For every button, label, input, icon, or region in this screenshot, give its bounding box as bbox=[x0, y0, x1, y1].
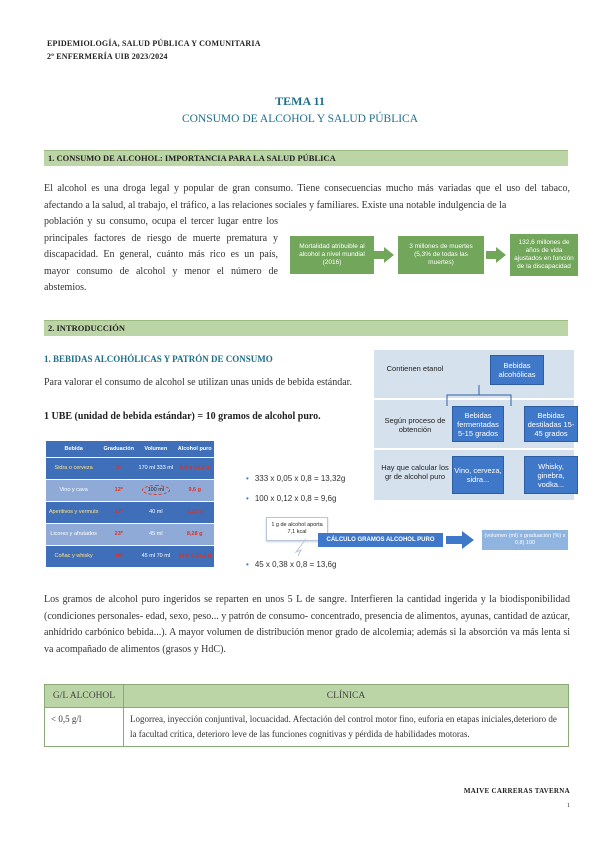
diagram-label-contain: Contienen etanol bbox=[386, 364, 444, 373]
diagram-label-calc: Hay que calcular los gr de alcohol puro bbox=[381, 463, 449, 481]
clinic-table-header bbox=[45, 685, 569, 708]
clinic-cell-level: < 0,5 g/l bbox=[45, 708, 124, 747]
section-heading-2-text: 2. INTRODUCCIÓN bbox=[48, 323, 125, 333]
ube-cell-grad: 12º bbox=[101, 480, 136, 502]
ube-cell-grad: 38º bbox=[101, 546, 136, 568]
table-row bbox=[46, 546, 214, 568]
ube-cell-bebida: Sidra o cerveza bbox=[46, 458, 101, 480]
ube-th-bebida: Bebida bbox=[46, 441, 101, 458]
ube-cell-bebida: Licores y afrutados bbox=[46, 524, 101, 546]
calc-bullet-3: • 45 x 0,38 x 0,8 = 13,6g bbox=[246, 560, 336, 569]
table-row bbox=[46, 524, 214, 546]
calc-formula: (volumen (ml) x graduación (%) x 0,8) 100 bbox=[482, 530, 568, 550]
calc-bullet-2: • 100 x 0,12 x 0,8 = 9,6g bbox=[246, 494, 336, 503]
ube-cell-alc: 13,6 g 21,2 g bbox=[175, 546, 214, 568]
clinic-table bbox=[44, 684, 569, 747]
table-row bbox=[46, 502, 214, 524]
table-row bbox=[46, 458, 214, 480]
ube-cell-vol: 170 ml 333 ml bbox=[136, 458, 175, 480]
calc-bullet-1: • 333 x 0,05 x 0,8 = 13,32g bbox=[246, 474, 345, 483]
ube-cell-vol: 40 ml bbox=[136, 502, 175, 524]
flow-box-mortality: Mortalidad atribuible al alcohol a nivel mundial (2016) bbox=[290, 236, 374, 274]
ube-cell-alc: 6,8 g 13,3 g bbox=[175, 458, 214, 480]
flow-box-deaths: 3 millones de muertes (5,3% de todas las muertes) bbox=[398, 236, 484, 274]
section-heading-2 bbox=[44, 320, 568, 336]
ube-cell-vol: 45 ml 70 ml bbox=[136, 546, 175, 568]
diagram-label-process: Según proceso de obtención bbox=[384, 416, 446, 434]
page-subtitle: CONSUMO DE ALCOHOL Y SALUD PÚBLICA bbox=[181, 113, 419, 125]
note-arrow-icon bbox=[292, 538, 312, 558]
calc-arrow-icon bbox=[446, 530, 476, 550]
ube-table bbox=[46, 441, 214, 567]
calc-bar: CÁLCULO GRAMOS ALCOHOL PURO bbox=[318, 533, 443, 547]
diagram-distilled: Bebidas destiladas 15-45 grados bbox=[524, 406, 578, 442]
ube-cell-bebida: Coñac y whisky bbox=[46, 546, 101, 568]
page-number: 1 bbox=[567, 803, 570, 809]
ube-cell-vol: 45 ml bbox=[136, 524, 175, 546]
ube-th-alc: Alcohol puro bbox=[175, 441, 214, 458]
section2-paragraph: Para valorar el consumo de alcohol se utilizan unas unids de bebida estándar. bbox=[44, 377, 352, 388]
subheading-bebidas: 1. BEBIDAS ALCOHÓLICAS Y PATRÓN DE CONSUMO bbox=[44, 354, 273, 364]
ube-cell-bebida: Aperitivos y vermuts bbox=[46, 502, 101, 524]
diagram-root: Bebidas alcohólicas bbox=[490, 355, 544, 385]
kcal-note: 1 g de alcohol aporta 7,1 kcal bbox=[266, 517, 328, 541]
clinic-th-level: G/L ALCOHOL bbox=[45, 685, 124, 708]
flow-arrow-2 bbox=[496, 247, 506, 263]
clinic-th-clinic: CLÍNICA bbox=[124, 685, 569, 708]
ube-definition: 1 UBE (unidad de bebida estándar) = 10 gramos de alcohol puro. bbox=[44, 411, 321, 422]
section-heading-1 bbox=[44, 150, 568, 166]
ube-cell-alc: 9,6 g bbox=[175, 480, 214, 502]
page-title: TEMA 11 bbox=[275, 94, 325, 108]
ube-table-header bbox=[46, 441, 214, 458]
ube-cell-alc: 8,28 g bbox=[175, 524, 214, 546]
diagram-distilled-examples: Whisky, ginebra, vodka... bbox=[524, 456, 578, 494]
table-row bbox=[45, 708, 569, 747]
header-course: EPIDEMIOLOGÍA, SALUD PÚBLICA Y COMUNITARIA bbox=[47, 39, 261, 48]
header-year: 2º ENFERMERÍA UIB 2023/2024 bbox=[47, 52, 168, 61]
diagram-fermented: Bebidas fermentadas 5-15 grados bbox=[452, 406, 504, 442]
ube-cell-bebida: Vino y cava bbox=[46, 480, 101, 502]
section1-paragraph-narrow: población y su consumo, ocupa el tercer lugar entre los principales factores de riesgo de muerte prematura y discapacidad. En general, cuánto más rico es un país, mayor consumo de alcohol y menor el número de abstemios. bbox=[44, 216, 278, 293]
ube-cell-grad: 23º bbox=[101, 524, 136, 546]
absorption-paragraph: Los gramos de alcohol puro ingeridos se reparten en unos 5 L de sangre. Interfieren la cantidad ingerida y la biodisponibilidad (condiciones personales- edad, sexo, peso... y patrón de consumo- concentrado, presencia de alimentos, ayunas, cantidad de azúcar, anhídrido carbónico bebida...). A mayor volumen de distribución menor grado de alcolemia; además si la absorción va más lenta si va acompañado de alimentos (grasos y HdC). bbox=[44, 594, 570, 655]
section-heading-1-text: 1. CONSUMO DE ALCOHOL: IMPORTANCIA PARA LA SALUD PÚBLICA bbox=[48, 153, 336, 163]
flow-box-dalys: 132,6 millones de años de vida ajustados en función de la discapacidad bbox=[510, 234, 578, 276]
footer-author: MAIVE CARRERAS TAVERNA bbox=[463, 787, 570, 795]
ube-th-vol: Volumen bbox=[136, 441, 175, 458]
ube-th-grad: Graduación bbox=[101, 441, 136, 458]
ube-cell-grad: 5º bbox=[101, 458, 136, 480]
flow-arrow-1 bbox=[384, 247, 394, 263]
table-row bbox=[46, 480, 214, 502]
ube-vol-circled: 100 ml bbox=[142, 485, 171, 495]
clinic-cell-text: Logorrea, inyección conjuntival, locuacidad. Afectación del control motor fino, euforia en etapas iniciales,deterioro de la facultad crítica, deterioro leve de las funciones cognitivas y pérdida de habilidades motoras. bbox=[124, 708, 569, 747]
section1-paragraph-full: El alcohol es una droga legal y popular de gran consumo. Tiene consecuencias mucho más variadas que el uso del tabaco, afectando a la salud, al trabajo, el tráfico, a las relaciones sociales y familiares. Existe una notable indulgencia de la bbox=[44, 183, 570, 211]
ube-cell-vol bbox=[136, 480, 175, 502]
diagram-fermented-examples: Vino, cerveza, sidra... bbox=[452, 456, 504, 494]
ube-cell-alc: 9,12 g bbox=[175, 502, 214, 524]
ube-cell-grad: 17º bbox=[101, 502, 136, 524]
